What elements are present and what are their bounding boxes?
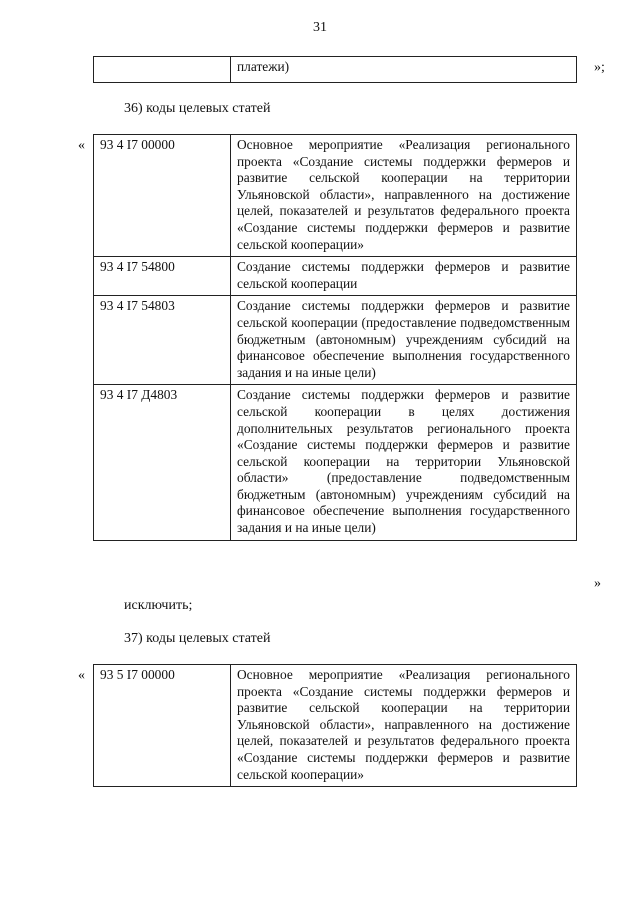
code-cell: [94, 57, 231, 83]
codes-table-36: [93, 134, 577, 541]
section-heading-36: 36) коды целевых статей: [124, 101, 271, 116]
code-cell: 93 4 I7 54800: [94, 257, 231, 296]
table-row: [94, 296, 577, 385]
description-cell: Создание системы поддержки фермеров и развитие сельской кооперации в целях достижения дополнительных результатов регионального проекта «Создание системы поддержки фермеров и развитие сельской кооперации на территории Ульяновской области» (предоставление подведомственным бюджетным (автономным) учреждениям субсидий на финансовое обеспечение выполнения государственного задания и на иные цели): [231, 385, 577, 540]
table-row: [94, 57, 577, 83]
table-row: [94, 665, 577, 787]
action-text: исключить;: [124, 598, 193, 613]
closing-quote: »: [594, 576, 601, 591]
code-cell: 93 5 I7 00000: [94, 665, 231, 787]
codes-table-37: [93, 664, 577, 787]
table-row: [94, 257, 577, 296]
table-row: [94, 385, 577, 540]
code-cell: 93 4 I7 Д4803: [94, 385, 231, 540]
description-cell: платежи): [231, 57, 577, 83]
opening-quote: «: [78, 138, 85, 153]
code-cell: 93 4 I7 00000: [94, 135, 231, 257]
code-cell: 93 4 I7 54803: [94, 296, 231, 385]
description-cell: Создание системы поддержки фермеров и развитие сельской кооперации (предоставление подведомственным бюджетным (автономным) учреждениям субсидий на финансовое обеспечение выполнения государственного задания и на иные цели): [231, 296, 577, 385]
opening-quote: «: [78, 668, 85, 683]
page-number: 31: [313, 20, 327, 35]
description-cell: Основное мероприятие «Реализация регионального проекта «Создание системы поддержки фермеров и развитие сельской кооперации на территории Ульяновской области», направленного на достижение целей, показателей и результатов федерального проекта «Создание системы поддержки фермеров и развитие сельской кооперации»: [231, 665, 577, 787]
section-heading-37: 37) коды целевых статей: [124, 631, 271, 646]
continued-table: [93, 56, 577, 83]
table-row: [94, 135, 577, 257]
closing-quote: »;: [594, 60, 605, 75]
description-cell: Создание системы поддержки фермеров и развитие сельской кооперации: [231, 257, 577, 296]
description-cell: Основное мероприятие «Реализация регионального проекта «Создание системы поддержки фермеров и развитие сельской кооперации на территории Ульяновской области», направленного на достижение целей, показателей и результатов федерального проекта «Создание системы поддержки фермеров и развитие сельской кооперации»: [231, 135, 577, 257]
